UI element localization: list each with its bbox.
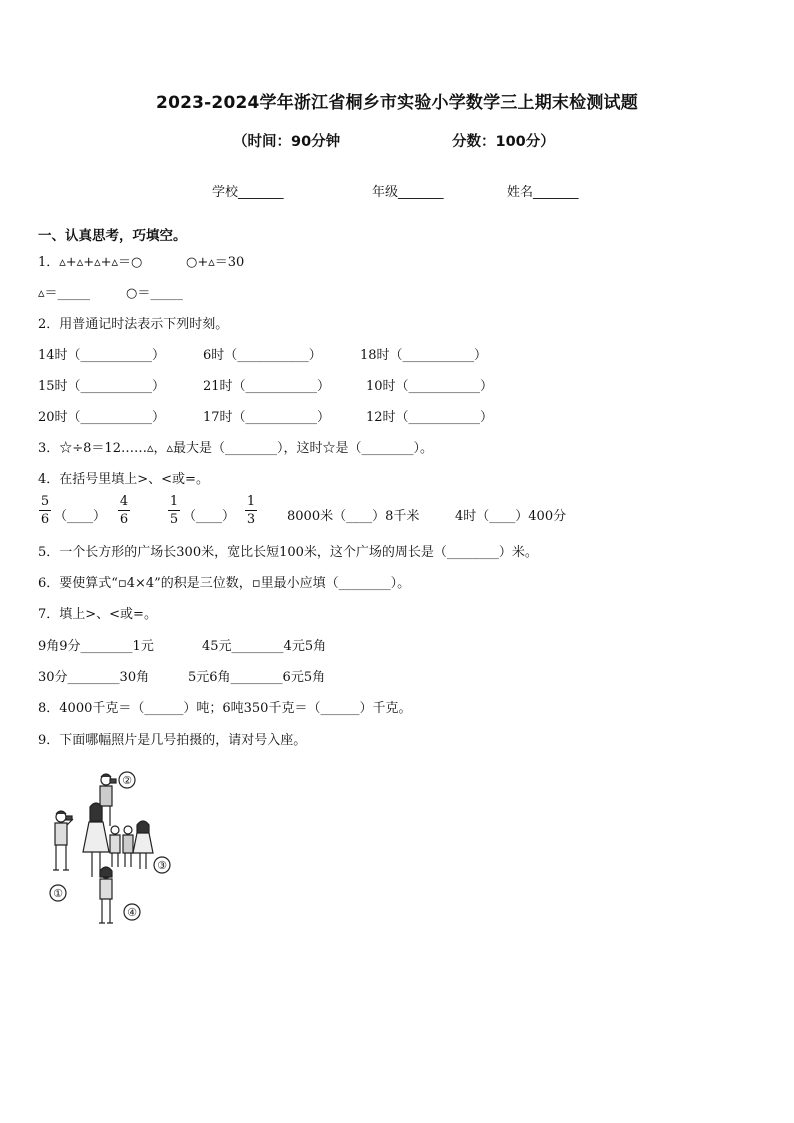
q1-eq1: 1．▵+▵+▵+▵＝○ bbox=[38, 255, 143, 270]
q2-item: 10时（___________） bbox=[366, 379, 494, 394]
label-1: ① bbox=[53, 887, 63, 900]
fraction: 4 6 bbox=[119, 494, 129, 527]
q1-answer-circle: ○＝_____ bbox=[126, 286, 183, 301]
q4-item: 8000米（____）8千米 bbox=[287, 509, 420, 524]
q1-answer-triangle: ▵＝_____ bbox=[38, 286, 91, 301]
small-child-figure bbox=[123, 826, 133, 867]
q8-text: 8．4000千克＝（______）吨；6吨350千克＝（______）千克。 bbox=[38, 701, 412, 716]
q2-item: 17时（___________） bbox=[203, 410, 331, 425]
label-3: ③ bbox=[157, 859, 167, 872]
q2-item: 15时（___________） bbox=[38, 379, 166, 394]
q4-stem: 4．在括号里填上>、<或=。 bbox=[38, 472, 209, 487]
page-title: 2023-2024学年浙江省桐乡市实验小学数学三上期末检测试题 bbox=[156, 93, 638, 113]
q4-blank: （____） bbox=[54, 509, 107, 524]
fraction: 1 3 bbox=[246, 494, 256, 527]
q7-item: 30分________30角 bbox=[38, 670, 150, 685]
section-heading: 一、认真思考，巧填空。 bbox=[38, 228, 187, 244]
q7-item: 45元________4元5角 bbox=[202, 639, 327, 654]
small-child-figure bbox=[110, 826, 120, 867]
q2-stem: 2．用普通记时法表示下列时刻。 bbox=[38, 317, 229, 332]
q2-item: 21时（___________） bbox=[203, 379, 331, 394]
q2-item: 14时（___________） bbox=[38, 348, 166, 363]
q1-eq2: ○+▵＝30 bbox=[186, 255, 245, 270]
q4-item: 4时（____）400分 bbox=[455, 509, 567, 524]
school-field: 学校_______ bbox=[212, 185, 284, 200]
name-field: 姓名_______ bbox=[507, 185, 579, 200]
q2-item: 20时（___________） bbox=[38, 410, 166, 425]
children-photo-figure bbox=[40, 765, 180, 930]
q7-item: 9角9分________1元 bbox=[38, 639, 154, 654]
center-girl-figure bbox=[83, 803, 109, 877]
exam-time: （时间：90分钟 bbox=[233, 134, 341, 150]
q7-item: 5元6角________6元5角 bbox=[188, 670, 326, 685]
q5-text: 5．一个长方形的广场长300米，宽比长短100米，这个广场的周长是（________）米。 bbox=[38, 545, 538, 560]
q7-stem: 7．填上>、<或=。 bbox=[38, 607, 157, 622]
fraction: 1 5 bbox=[169, 494, 179, 527]
q2-item: 18时（___________） bbox=[360, 348, 488, 363]
label-4: ④ bbox=[127, 906, 137, 919]
q2-item: 6时（___________） bbox=[203, 348, 322, 363]
person-1-figure bbox=[53, 811, 73, 870]
person-3-figure bbox=[133, 821, 153, 869]
q3-text: 3．☆÷8＝12……▵，▵最大是（________），这时☆是（________）。 bbox=[38, 441, 434, 456]
label-2: ② bbox=[122, 774, 132, 787]
exam-score: 分数：100分） bbox=[452, 134, 555, 150]
q6-text: 6．要使算式“▫4×4”的积是三位数，▫里最小应填（________）。 bbox=[38, 576, 411, 591]
grade-field: 年级_______ bbox=[372, 185, 444, 200]
fraction: 5 6 bbox=[40, 494, 50, 527]
q2-item: 12时（___________） bbox=[366, 410, 494, 425]
person-4-figure bbox=[99, 867, 113, 923]
q9-text: 9．下面哪幅照片是几号拍摄的，请对号入座。 bbox=[38, 733, 307, 748]
q4-blank: （____） bbox=[183, 509, 236, 524]
